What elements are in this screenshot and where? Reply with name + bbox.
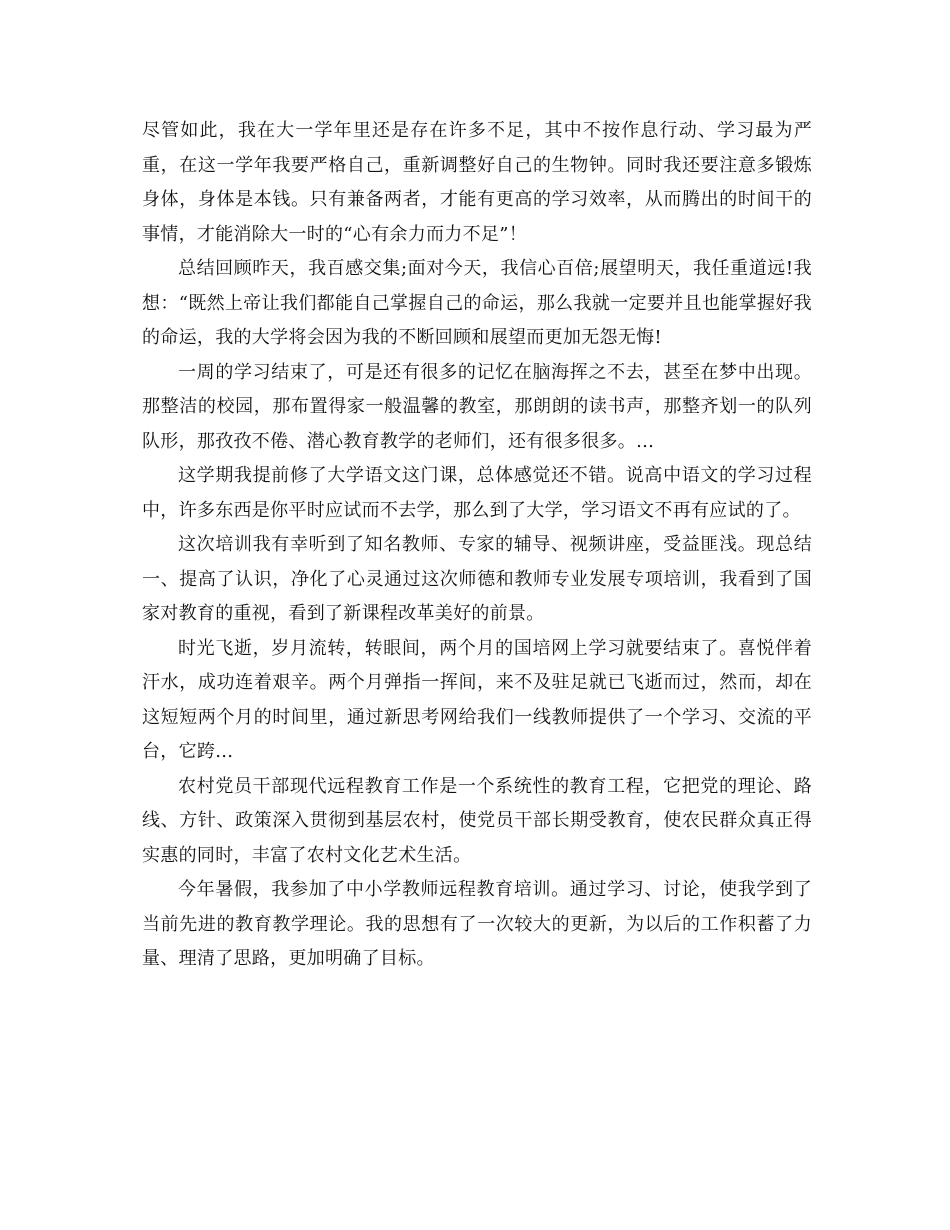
paragraph-8: 今年暑假，我参加了中小学教师远程教育培训。通过学习、讨论，使我学到了当前先进的教育教学理论。我的思想有了一次较大的更新，为以后的工作积蓄了力量、理清了思路，更加明确了目标。 (142, 879, 812, 969)
paragraph-4: 这学期我提前修了大学语文这门课，总体感觉还不错。说高中语文的学习过程中，许多东西是你平时应试而不去学，那么到了大学，学习语文不再有应试的了。 (142, 465, 812, 521)
paragraph-3: 一周的学习结束了，可是还有很多的记忆在脑海挥之不去，甚至在梦中出现。那整洁的校园，那布置得家一般温馨的教室，那朗朗的读书声，那整齐划一的队列队形，那孜孜不倦、潜心教育教学的老师们，还有很多很多。... (142, 361, 812, 452)
document-body (142, 114, 812, 977)
paragraph-2: 总结回顾昨天，我百感交集;面对今天，我信心百倍;展望明天，我任重道远!我想：“既然上帝让我们都能自己掌握自己的命运，那么我就一定要并且也能掌握好我的命运，我的大学将会因为我的不断回顾和展望而更加无怨无悔! (142, 258, 812, 348)
paragraph-7: 农村党员干部现代远程教育工作是一个系统性的教育工程，它把党的理论、路线、方针、政策深入贯彻到基层农村，使党员干部长期受教育，使农民群众真正得实惠的同时，丰富了农村文化艺术生活。 (142, 775, 812, 866)
paragraph-1: 尽管如此，我在大一学年里还是存在许多不足，其中不按作息行动、学习最为严重，在这一学年我要严格自己，重新调整好自己的生物钟。同时我还要注意多锻炼身体，身体是本钱。只有兼备两者，才能有更高的学习效率，从而腾出的时间干的事情，才能消除大一时的“心有余力而力不足”！ (142, 120, 812, 245)
paragraph-5: 这次培训我有幸听到了知名教师、专家的辅导、视频讲座，受益匪浅。现总结一、提高了认识，净化了心灵通过这次师德和教师专业发展专项培训，我看到了国家对教育的重视，看到了新课程改革美好的前景。 (142, 534, 812, 624)
paragraph-6: 时光飞逝，岁月流转，转眼间，两个月的国培网上学习就要结束了。喜悦伴着汗水，成功连着艰辛。两个月弹指一挥间，来不及驻足就已飞逝而过，然而，却在这短短两个月的时间里，通过新思考网给我们一线教师提供了一个学习、交流的平台，它跨... (142, 637, 812, 762)
